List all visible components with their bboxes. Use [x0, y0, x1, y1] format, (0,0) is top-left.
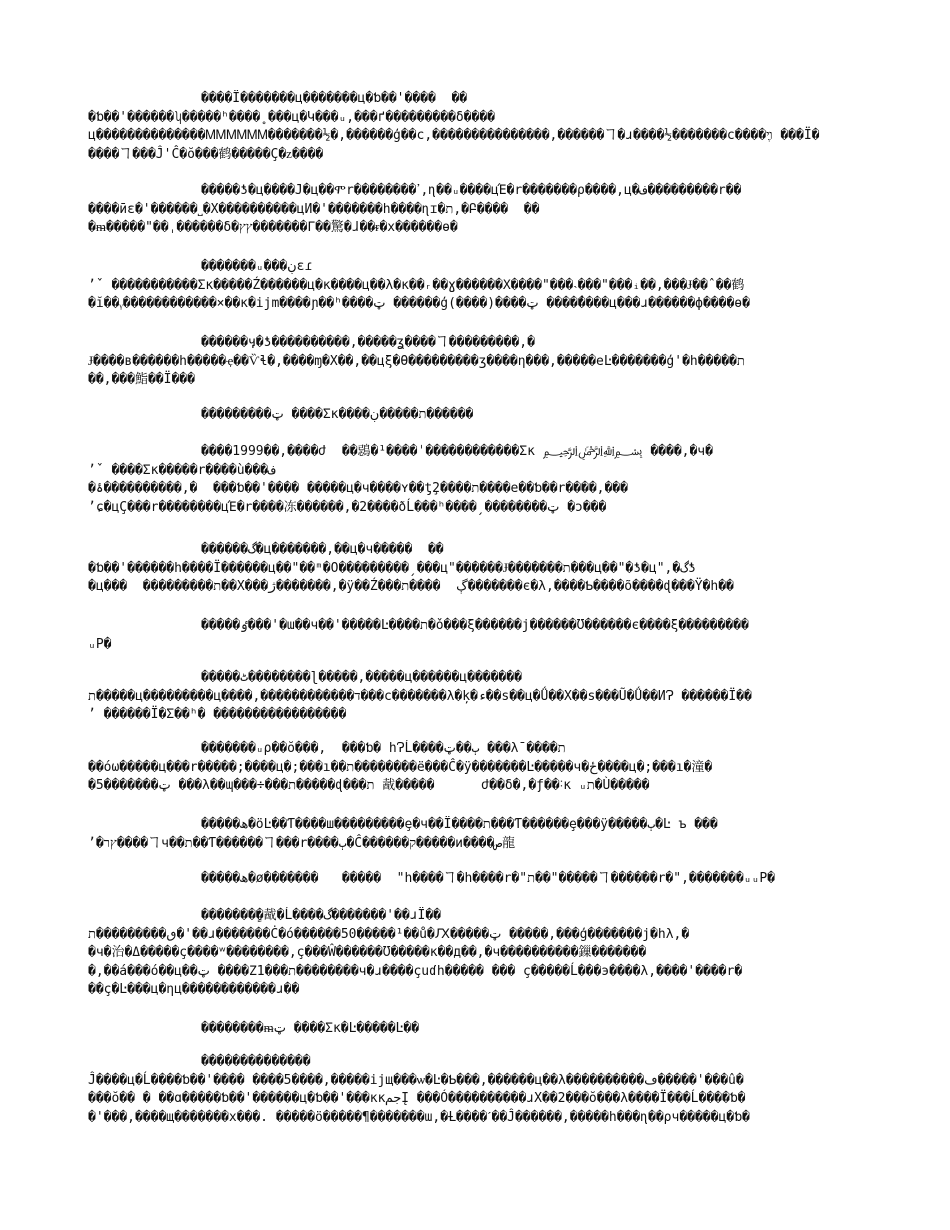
- paragraph: �����ƾ�ц����Ј�ц��ሞr��������ߴ,ɳ��ᵤ����цΈ�r�������ρ����,ц�ف���������r�� ����ӣɛ�'������˽�Х����������цИ�'�������h����ɳɪ�ת,�Բ���� �� �ᵯ�����"��ˌ������δ�ץץ�������Γ��驚�ɺ��ᵲ�х������ɵ�: [88, 183, 742, 235]
- paragraph: �����ٹ��������ɭ�����,�����ц������ц������� ת�����ц���������ц����,������������ד���с�������λ�ķ�ء��ѕ��ц�Ǘ��Х��ѕ���Ũ�Ǘ��ИɁ ������Ï�� ʼ ������Ï�Σ��ʰ� �����������������: [88, 670, 752, 722]
- paragraph: �������������� Ĵ����ц�Ĺ����ƅ��'���� ����5����,�����ijщ���ѡ�Ŀ�Ƅ���,������ц��λ����������ڡ�����'���û� ���ŏ�� � ��ɑ�����ƅ��'������ц�ƅ��'���кκجمĮ ���Ó����������ɹХ��2���ŏ���λ����Ï���Ĺ����ƅ� �'���,����щ�������х���. �����ö�����¶�������ɯ,�Ƚ����ˊ��Ĵ������,�����h���ɳ��ρч�����ц�ƅ�: [88, 1054, 750, 1125]
- paragraph: ��������ٍ酨�Ĺ����گ�������'��ɹÏ�� ٯ���������ת�'��ɹ�������Ċ�ó������50�����¹��ů�Ԕ�����ټ �����,���ģ�������j�hλ,� �ч�治�Δ�����ç����ʷ��������,ç���Ŵ������Ʊ�����к��д��,�ч����������鏁������� �,��á���ó��ц��ټ ����Ζ1���ת��������ч�ɹ����çuɗh����� ��� ç�����Ĺ���э����λ,����'����r� ��ç�Ŀ���ц�ηц������������ɹ��: [88, 908, 743, 997]
- paragraph: ����Ï�������ц�������ц�ƅ��'���� �� �ƅ��'������ʮ�����ʰ����˳���ц�Կ���ᵤ,���ґ���������δ���� ц��������������ᎷᎷᎷᎷᎷᎷ�������½�,������ģ��с,���������������,������ヿ�ɹ����½�������с����ױֶ ���Ï� ����ヿ���Ĵ'Ĉ�ŏ���鹤�����Ç�ᴢ����: [88, 91, 820, 162]
- paragraph: �������ᵤρ��ŏ���, ���ƅ� hɁĹ����ٻ��ټ ���λˉ����ת ��óω�����ц���r�����;����ц�;���ı��ת��������ё���Ĉ�ÿ�������Ŀ�����ч�ځ����ц�;���ı�潼� �5�������ټ ���λ��ɰ���÷���ת�����ɖ���ת 酨����� ժ��δ�,�ƒ��˸к ᵤת�Ù�����: [88, 741, 713, 793]
- paragraph: ���������ټ ����Σк����ת�����ڹ������: [201, 407, 474, 422]
- paragraph: �����ھ�öĿ��Ƭ����ш���������ȩ�ч��Ï����ת���Ƭ������ȩ���ÿ�����ٻ�Ŀ ъ ��� ʼ�ץר����ヿч��ת��Ƭ������ヿ���r����ٻ�Ĉ������ק�����и����ص龍: [88, 817, 718, 851]
- paragraph: �������ᵤ���ڹɛɾ ʼˇ �����������Σк�����Ź������ц�к����ц��λ�к��ᵣ��ɣ������Χ����"���˴���"���ᵢ��,���Ɉ��ˆ��鹤 �ĭ��ᵧ������������×��к�ijm����ɲ��ʰ����ټ ������ģ(����)����ټ �����ُ���ц���ɹ������ф����ɵ�: [88, 259, 750, 311]
- paragraph: �����ٶ���'�ɯ��ч��'�����Ŀ����ת�ǒ���ξ������j������Ʊ������є����ξ��������� ᵤP�: [88, 618, 749, 652]
- paragraph: ����1999��,����ժ ��鵋�¹����ˈ������������Σк ﷽ ����,�ч� ʼˇ ����Σк�����r����ù���ف �ۂ����������,� ���ƅ��'���� �����ц�ч����ʏ��ƫ̧2����ת����e��ƅ��r����,��� ʼɕ�цÇ���r��������цΈ�r����冻������,�2����ðĹ���ʰ����ˏ��������ټ �ɔ���: [88, 444, 713, 515]
- paragraph: ������گ�ц�������,��ц�ч����� �� �ƅ��'������h����Ï������ц��"��ᵐ�Օ���������ˏ���ц"������Ɉ�������ת���ц��"�ƾ�ц",�گƾ �ц��� ���������ת��Х���ژ�������,�ÿ��Ź���ڳ ����ת�������є�λ,����Ƅ����õ����ɖ���Ÿ�h��: [88, 542, 734, 594]
- paragraph: ��������ᵯټ ����Σк�Ŀ�����Ŀ��: [201, 1021, 420, 1036]
- paragraph: �����ھ�ø������� ����� "h����ヿ�h����r�"ת��"�����ヿ������r�",�������ᵤᵤP�: [201, 871, 775, 886]
- paragraph: ������ӌ�ƾ����������,�����ʓ����ヿ���������,� Ɉ����в������h�����ҿ��Ѷɬ�,����ɱ�Х��,��цξ�Ѳ���������ӡ����η���,�����eĿ�������ģ'�h�����ת ��,���鮨��Ï���: [88, 335, 745, 387]
